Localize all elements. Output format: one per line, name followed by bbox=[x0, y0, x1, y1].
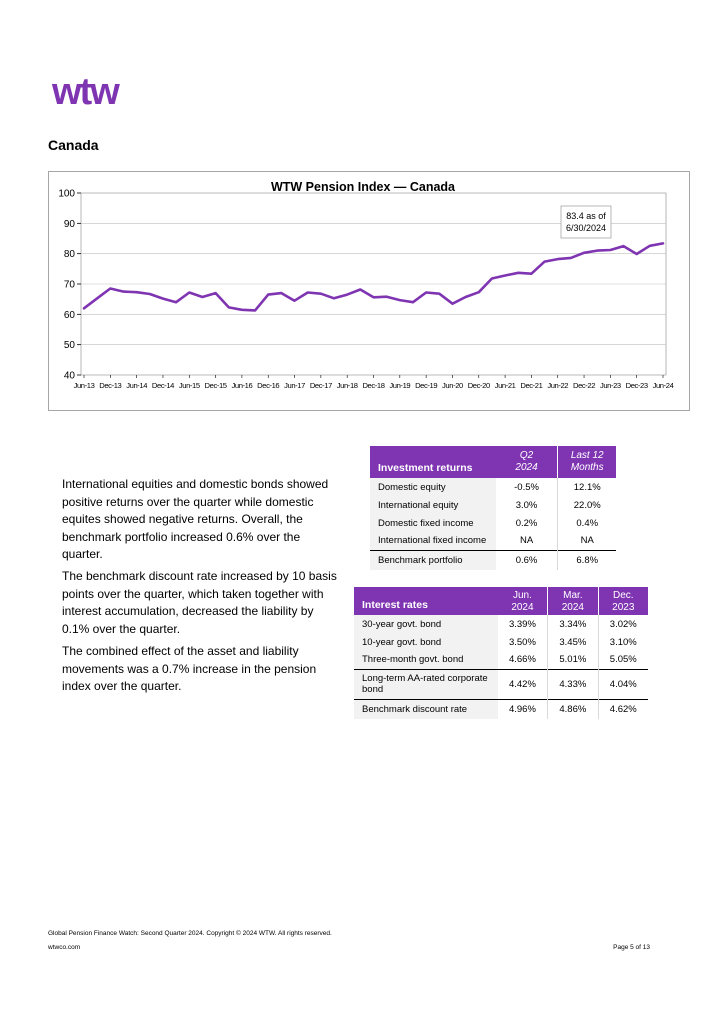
x-tick-label: Dec-18 bbox=[362, 381, 385, 390]
table-row bbox=[354, 633, 648, 651]
x-tick-label: Dec-14 bbox=[151, 381, 175, 390]
rt-row-value: 5.01% bbox=[548, 651, 598, 669]
rt-col-mar-line1: Mar. bbox=[563, 590, 583, 601]
rt-aa-label: Long-term AA-rated corporate bond bbox=[354, 669, 498, 699]
rt-row-value: 3.50% bbox=[498, 633, 548, 651]
chart-title: WTW Pension Index — Canada bbox=[270, 180, 456, 194]
x-tick-label: Jun-22 bbox=[547, 381, 569, 390]
y-tick-label: 100 bbox=[58, 188, 75, 200]
x-tick-label: Jun-18 bbox=[336, 381, 358, 390]
x-tick-labels bbox=[74, 381, 674, 390]
x-tick-label: Jun-21 bbox=[494, 381, 516, 390]
x-tick-label: Dec-15 bbox=[204, 381, 227, 390]
y-tick-label: 70 bbox=[63, 279, 75, 291]
logo-text: wtw bbox=[52, 74, 118, 108]
ir-col-12m-line2: Months bbox=[570, 462, 604, 473]
x-tick-label: Jun-20 bbox=[442, 381, 463, 390]
ir-col-q2-line1: Q2 bbox=[519, 450, 534, 461]
ir-total-row bbox=[370, 550, 616, 570]
x-tick-label: Dec-22 bbox=[572, 381, 596, 390]
rt-row-value: 5.05% bbox=[598, 651, 648, 669]
pension-index-chart bbox=[48, 171, 690, 411]
table-row bbox=[354, 651, 648, 669]
x-tick-label: Dec-19 bbox=[415, 381, 438, 390]
ir-row-value: 22.0% bbox=[558, 496, 616, 514]
x-tick-label: Dec-21 bbox=[520, 381, 543, 390]
rt-col-dec bbox=[598, 587, 648, 615]
investment-returns-table bbox=[370, 446, 616, 570]
table-row bbox=[354, 615, 648, 633]
rt-col-mar-line2: 2024 bbox=[561, 602, 584, 613]
wtw-logo bbox=[52, 74, 152, 108]
rt-aa-row bbox=[354, 669, 648, 699]
x-tick-label: Jun-15 bbox=[178, 381, 200, 390]
rt-row-label: Three-month govt. bond bbox=[354, 651, 498, 669]
ir-row-value: 0.2% bbox=[496, 514, 558, 532]
x-tick-label: Jun-17 bbox=[284, 381, 305, 390]
ir-row-label: International fixed income bbox=[370, 532, 496, 550]
ir-row-value: 3.0% bbox=[496, 496, 558, 514]
section-title: Canada bbox=[48, 137, 99, 153]
chart-svg bbox=[49, 172, 691, 412]
commentary-paragraph-2: The benchmark discount rate increased by 10 basis points over the quarter, which taken together with interest accumulation, decreased the liability by 0.1% over the quarter. bbox=[62, 569, 337, 636]
rt-col-jun bbox=[498, 587, 548, 615]
rt-col-dec-line1: Dec. bbox=[612, 590, 634, 601]
y-tick-label: 90 bbox=[63, 218, 75, 230]
ir-col-12m bbox=[558, 446, 616, 478]
rt-col-dec-line2: 2023 bbox=[612, 602, 635, 613]
interest-rates-table bbox=[354, 587, 648, 719]
chart-annotation bbox=[561, 206, 611, 238]
ir-row-value: 12.1% bbox=[558, 478, 616, 496]
rt-row-value: 3.02% bbox=[598, 615, 648, 633]
ir-col-q2 bbox=[496, 446, 558, 478]
rt-title: Interest rates bbox=[362, 599, 428, 611]
footer-site-link[interactable]: wtwco.com bbox=[48, 944, 81, 951]
table-row bbox=[370, 496, 616, 514]
table-row bbox=[370, 478, 616, 496]
rt-header-row bbox=[354, 587, 648, 615]
y-tick-label: 40 bbox=[63, 370, 75, 382]
rt-aa-value: 4.04% bbox=[598, 669, 648, 699]
x-tick-label: Jun-23 bbox=[599, 381, 621, 390]
ir-row-value: NA bbox=[496, 532, 558, 550]
x-tick-label: Dec-23 bbox=[625, 381, 648, 390]
rt-bench-value: 4.96% bbox=[498, 699, 548, 719]
commentary-paragraph-1: International equities and domestic bonds showed positive returns over the quarter while domestic equites showed negative returns. Overall, the benchmark portfolio increased 0.6% over the quarter. bbox=[62, 477, 329, 561]
y-tick-labels bbox=[58, 189, 75, 382]
table-row bbox=[370, 514, 616, 532]
ir-row-label: International equity bbox=[370, 496, 496, 514]
rt-row-label: 30-year govt. bond bbox=[354, 615, 498, 633]
rt-bench-label: Benchmark discount rate bbox=[354, 699, 498, 719]
x-tick-label: Jun-13 bbox=[73, 381, 95, 390]
rt-aa-value: 4.33% bbox=[548, 669, 598, 699]
x-tick-label: Dec-17 bbox=[309, 381, 332, 390]
rt-bench-value: 4.86% bbox=[548, 699, 598, 719]
rt-col-jun-line2: 2024 bbox=[511, 602, 534, 613]
ir-row-value: NA bbox=[558, 532, 616, 550]
rt-row-label: 10-year govt. bond bbox=[354, 633, 498, 651]
x-tick-label: Jun-16 bbox=[231, 381, 253, 390]
annotation-line-2: 6/30/2024 bbox=[565, 223, 607, 233]
x-tick-label: Jun-24 bbox=[652, 381, 674, 390]
y-tick-label: 50 bbox=[63, 340, 75, 352]
ir-title: Investment returns bbox=[378, 462, 473, 474]
wtw-logo-graphic bbox=[52, 74, 152, 108]
ir-col-12m-line1: Last 12 bbox=[570, 450, 604, 461]
ir-row-label: Domestic fixed income bbox=[370, 514, 496, 532]
ir-header-row bbox=[370, 446, 616, 478]
rt-row-value: 3.34% bbox=[548, 615, 598, 633]
rt-bench-value: 4.62% bbox=[598, 699, 648, 719]
rt-row-value: 3.10% bbox=[598, 633, 648, 651]
rt-row-value: 3.39% bbox=[498, 615, 548, 633]
footer-page-number: Page 5 of 13 bbox=[613, 944, 650, 951]
ir-total-value: 0.6% bbox=[496, 550, 558, 570]
ir-total-value: 6.8% bbox=[558, 550, 616, 570]
rt-row-value: 3.45% bbox=[548, 633, 598, 651]
footer-copyright: Global Pension Finance Watch: Second Quarter 2024. Copyright © 2024 WTW. All rights reserved. bbox=[48, 930, 332, 937]
commentary-paragraph-3: The combined effect of the asset and liability movements was a 0.7% increase in the pension index over the quarter. bbox=[62, 644, 317, 693]
y-tick-label: 80 bbox=[63, 249, 75, 261]
x-tick-label: Jun-19 bbox=[389, 381, 411, 390]
ir-col-q2-line2: 2024 bbox=[515, 462, 538, 473]
table-row bbox=[370, 532, 616, 550]
rt-col-jun-line1: Jun. bbox=[512, 590, 532, 601]
ir-total-label: Benchmark portfolio bbox=[370, 550, 496, 570]
rt-bench-row bbox=[354, 699, 648, 719]
y-tick-label: 60 bbox=[63, 309, 75, 321]
rt-col-mar bbox=[548, 587, 598, 615]
rt-row-value: 4.66% bbox=[498, 651, 548, 669]
annotation-line-1: 83.4 as of bbox=[566, 211, 606, 221]
x-tick-label: Dec-13 bbox=[99, 381, 122, 390]
ir-row-value: -0.5% bbox=[496, 478, 558, 496]
ir-row-value: 0.4% bbox=[558, 514, 616, 532]
x-tick-label: Jun-14 bbox=[126, 381, 148, 390]
ir-row-label: Domestic equity bbox=[370, 478, 496, 496]
rt-aa-value: 4.42% bbox=[498, 669, 548, 699]
x-tick-label: Dec-16 bbox=[257, 381, 280, 390]
x-tick-label: Dec-20 bbox=[467, 381, 490, 390]
